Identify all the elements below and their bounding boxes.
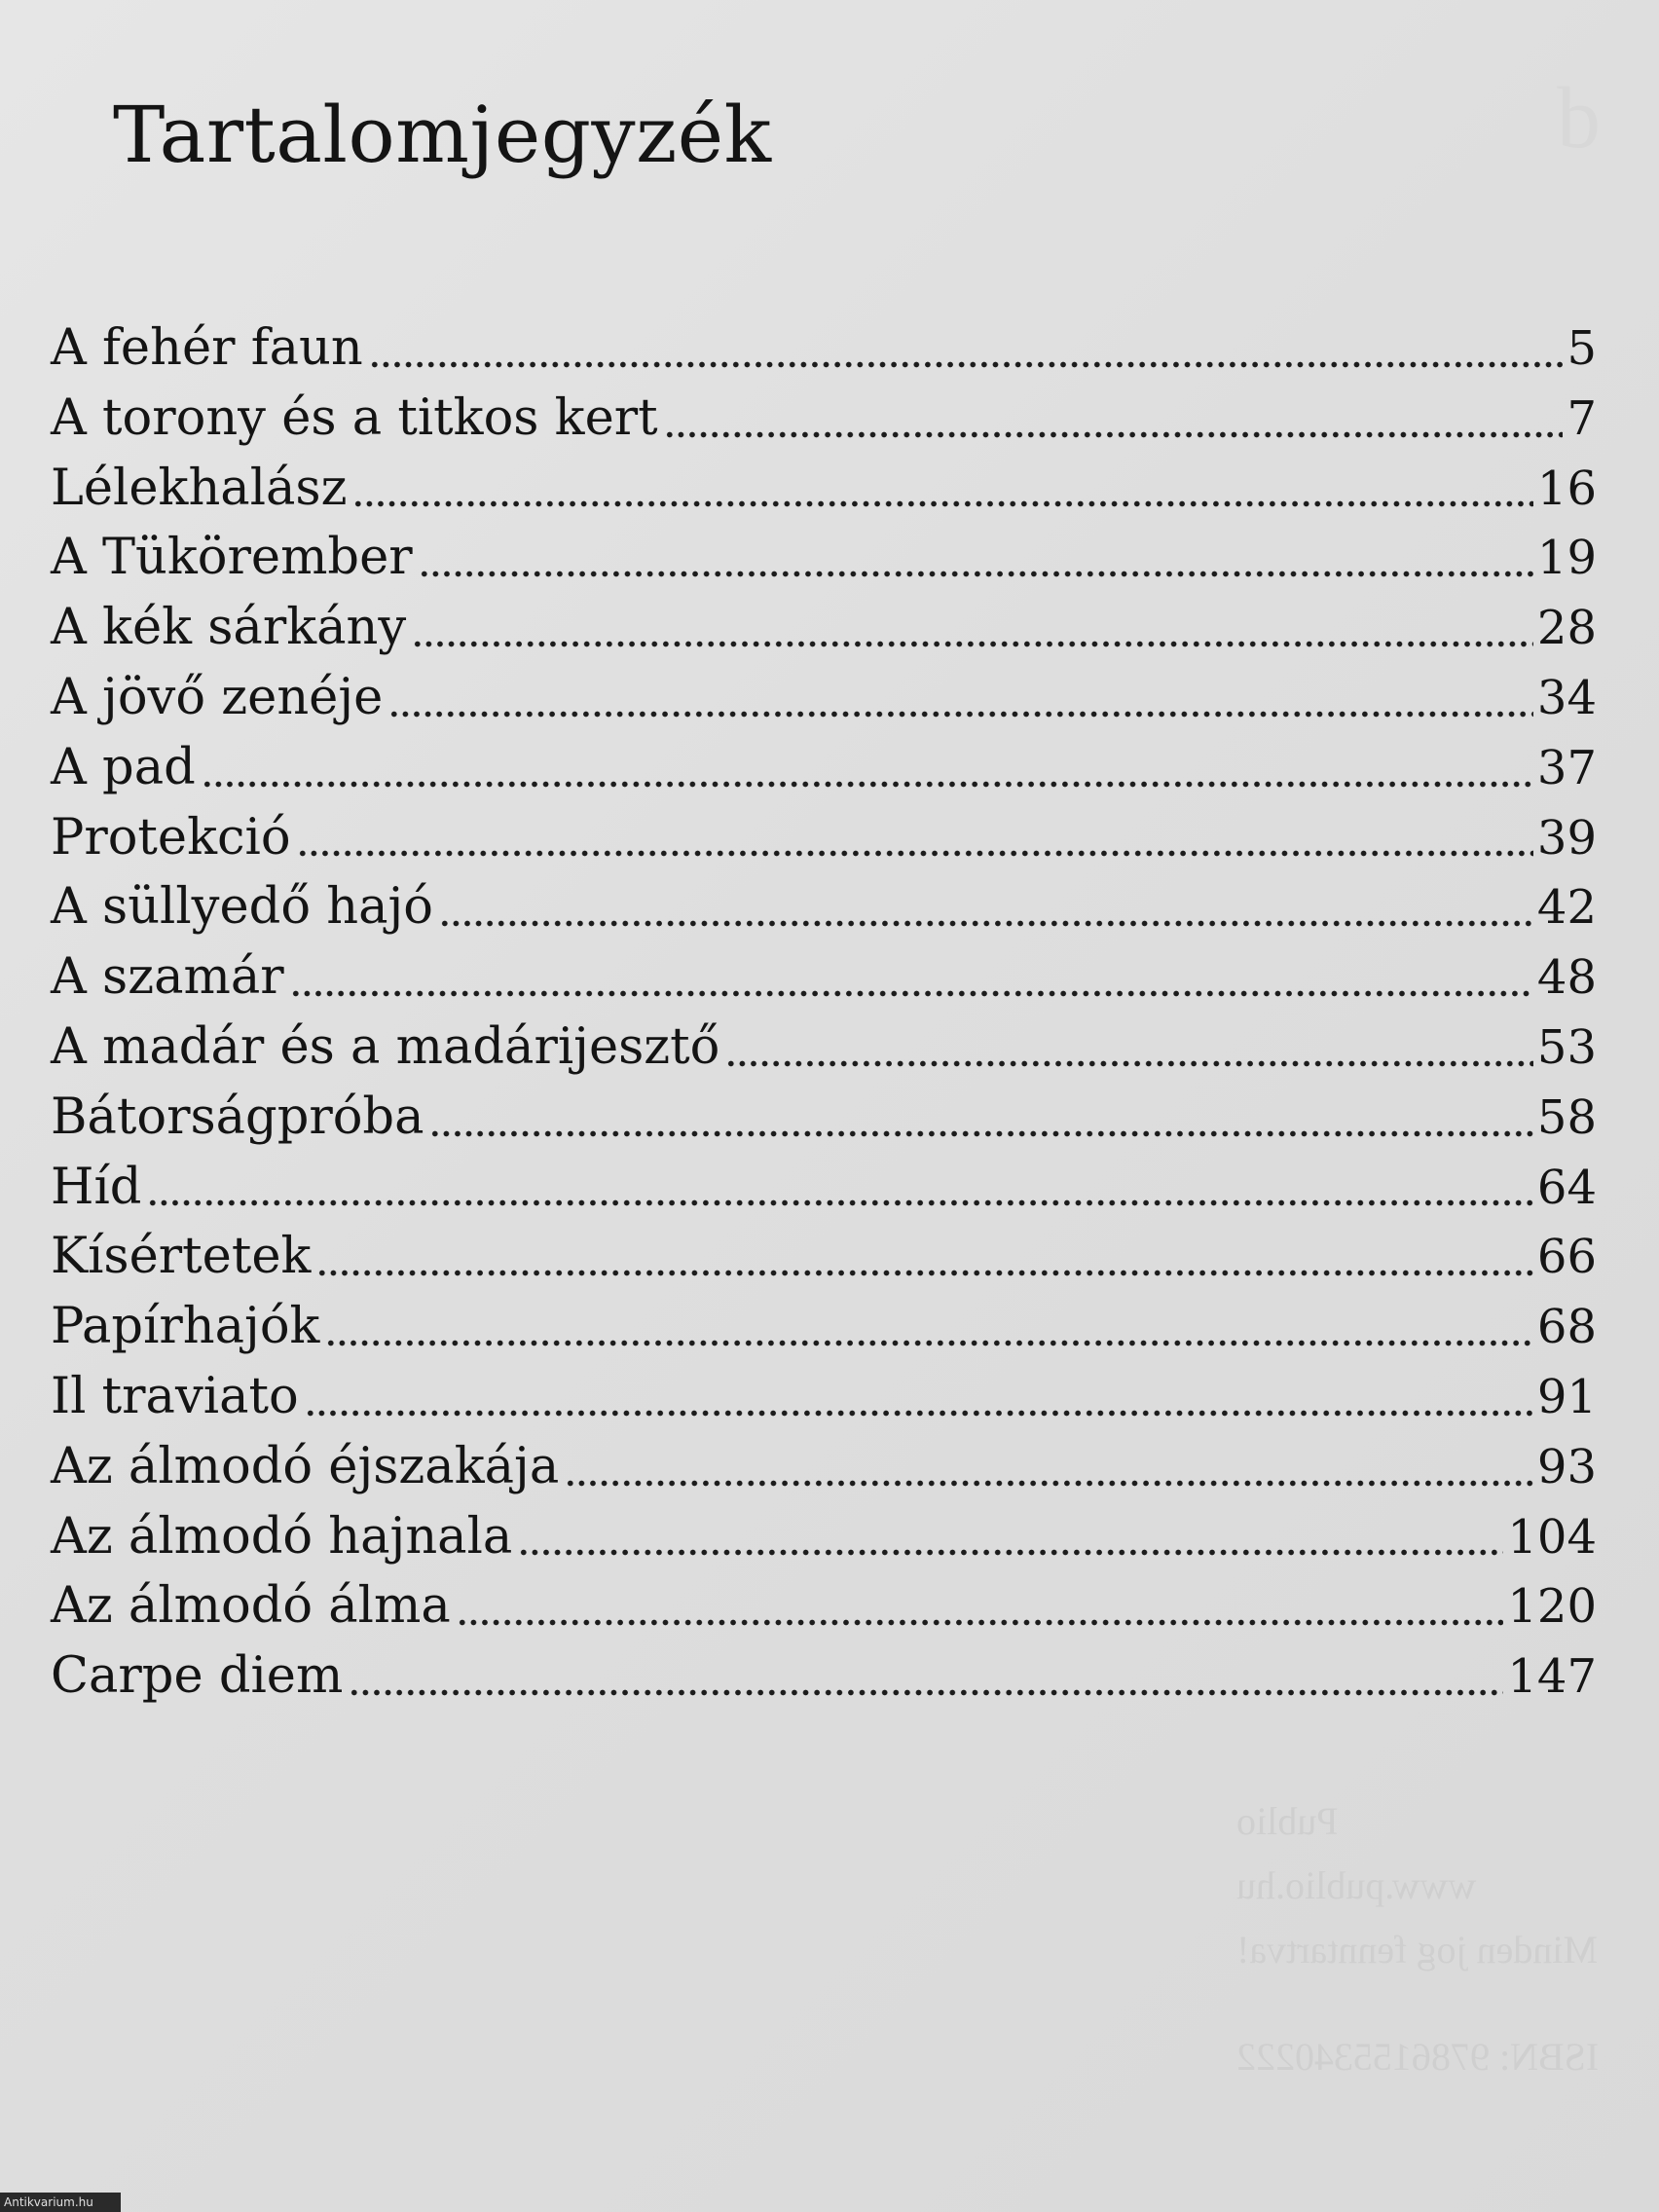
toc-entry: [51, 1292, 1597, 1362]
dot-leader: [147, 1153, 1532, 1209]
toc-entry: [51, 1641, 1597, 1712]
dot-leader: [352, 454, 1532, 510]
toc-entry: [51, 1153, 1597, 1223]
toc-entry-page: 5: [1567, 321, 1597, 376]
toc-entry-title: Híd: [51, 1158, 142, 1216]
toc-entry-page: 64: [1536, 1160, 1597, 1215]
toc-entry-page: 68: [1536, 1300, 1597, 1355]
imprint-publisher: Publio: [1235, 1799, 1339, 1843]
dot-leader: [305, 1362, 1533, 1419]
toc-entry: [51, 942, 1597, 1013]
toc-entry: [51, 872, 1597, 942]
imprint-rights: Minden jog fenntartva!: [1235, 1928, 1598, 1972]
dot-leader: [565, 1432, 1533, 1489]
toc-entry-title: A süllyedő hajó: [51, 878, 434, 937]
toc-entry-page: 104: [1507, 1509, 1597, 1565]
dot-leader: [325, 1292, 1532, 1348]
toc-entry-title: Papírhajók: [51, 1298, 320, 1356]
toc-entry-title: A pad: [51, 738, 196, 796]
toc-entry-page: 39: [1536, 810, 1597, 866]
toc-entry-page: 58: [1536, 1089, 1597, 1145]
toc-entry: [51, 663, 1597, 733]
toc-entry: [51, 454, 1597, 524]
dot-leader: [388, 663, 1533, 719]
bleed-through-mark: b: [1557, 70, 1601, 166]
toc-entry-page: 42: [1536, 880, 1597, 936]
dot-leader: [349, 1641, 1503, 1698]
toc-entry-title: Bátorságpróba: [51, 1088, 424, 1146]
toc-entry-title: A szamár: [51, 948, 284, 1007]
dot-leader: [439, 872, 1533, 929]
toc-entry-title: Az álmodó éjszakája: [51, 1437, 560, 1495]
toc-entry-page: 7: [1567, 390, 1597, 446]
dot-leader: [297, 803, 1533, 860]
toc-entry-page: 28: [1536, 601, 1597, 656]
toc-entry-page: 147: [1507, 1649, 1597, 1705]
dot-leader: [412, 593, 1533, 649]
toc-entry-title: Az álmodó álma: [51, 1577, 451, 1636]
dot-leader: [725, 1013, 1533, 1069]
dot-leader: [457, 1571, 1504, 1628]
toc-entry: [51, 1571, 1597, 1641]
toc-entry-title: A kék sárkány: [51, 599, 407, 657]
toc-entry-page: 120: [1507, 1579, 1597, 1635]
toc-entry: [51, 733, 1597, 803]
toc-entry-page: 53: [1536, 1019, 1597, 1075]
toc-entry-title: A jövő zenéje: [51, 668, 384, 726]
toc-entry: [51, 803, 1597, 873]
dot-leader: [316, 1222, 1533, 1278]
toc-entry-page: 48: [1536, 950, 1597, 1006]
toc-entry-title: Carpe diem: [51, 1647, 344, 1706]
dot-leader: [369, 313, 1564, 370]
toc-entry-title: A Tükörember: [51, 529, 413, 587]
toc-entry: [51, 1362, 1597, 1432]
toc-entry-title: A madár és a madárijesztő: [51, 1017, 720, 1076]
toc-entry-title: Il traviato: [51, 1367, 299, 1425]
toc-entry: [51, 1222, 1597, 1292]
toc-entry-title: A fehér faun: [51, 319, 363, 377]
toc-entry-title: Lélekhalász: [51, 459, 348, 517]
toc-entry: [51, 523, 1597, 593]
toc-entry: [51, 313, 1597, 384]
imprint-isbn: ISBN: 9786155340222: [1235, 2035, 1599, 2079]
toc-entry: [51, 593, 1597, 663]
toc-entry-page: 37: [1536, 740, 1597, 795]
toc-entry: [51, 1502, 1597, 1572]
dot-leader: [429, 1083, 1532, 1139]
toc-entry: [51, 1083, 1597, 1153]
toc-entry-page: 66: [1536, 1230, 1597, 1285]
toc-entry-page: 91: [1536, 1369, 1597, 1424]
toc-entry: [51, 1432, 1597, 1502]
page-title: Tartalomjegyzék: [113, 90, 772, 180]
toc-entry-page: 34: [1536, 670, 1597, 725]
dot-leader: [518, 1502, 1503, 1559]
imprint-website: www.publio.hu: [1235, 1863, 1477, 1907]
toc-entry-title: Kísértetek: [51, 1228, 312, 1286]
dot-leader: [419, 523, 1533, 579]
dot-leader: [664, 384, 1564, 440]
toc-entry-page: 16: [1536, 461, 1597, 516]
dot-leader: [202, 733, 1533, 790]
toc-entry-title: Az álmodó hajnala: [51, 1507, 513, 1566]
toc-entry-page: 19: [1536, 531, 1597, 586]
toc-entry-page: 93: [1536, 1439, 1597, 1494]
watermark-label: Antikvarium.hu: [0, 2193, 121, 2212]
table-of-contents: [51, 313, 1597, 1712]
dot-leader: [290, 942, 1533, 999]
toc-entry: [51, 384, 1597, 454]
imprint-bleed-through: [1236, 1789, 1599, 2089]
toc-entry-title: Protekció: [51, 808, 291, 866]
toc-entry-title: A torony és a titkos kert: [51, 388, 658, 447]
toc-entry: [51, 1013, 1597, 1083]
